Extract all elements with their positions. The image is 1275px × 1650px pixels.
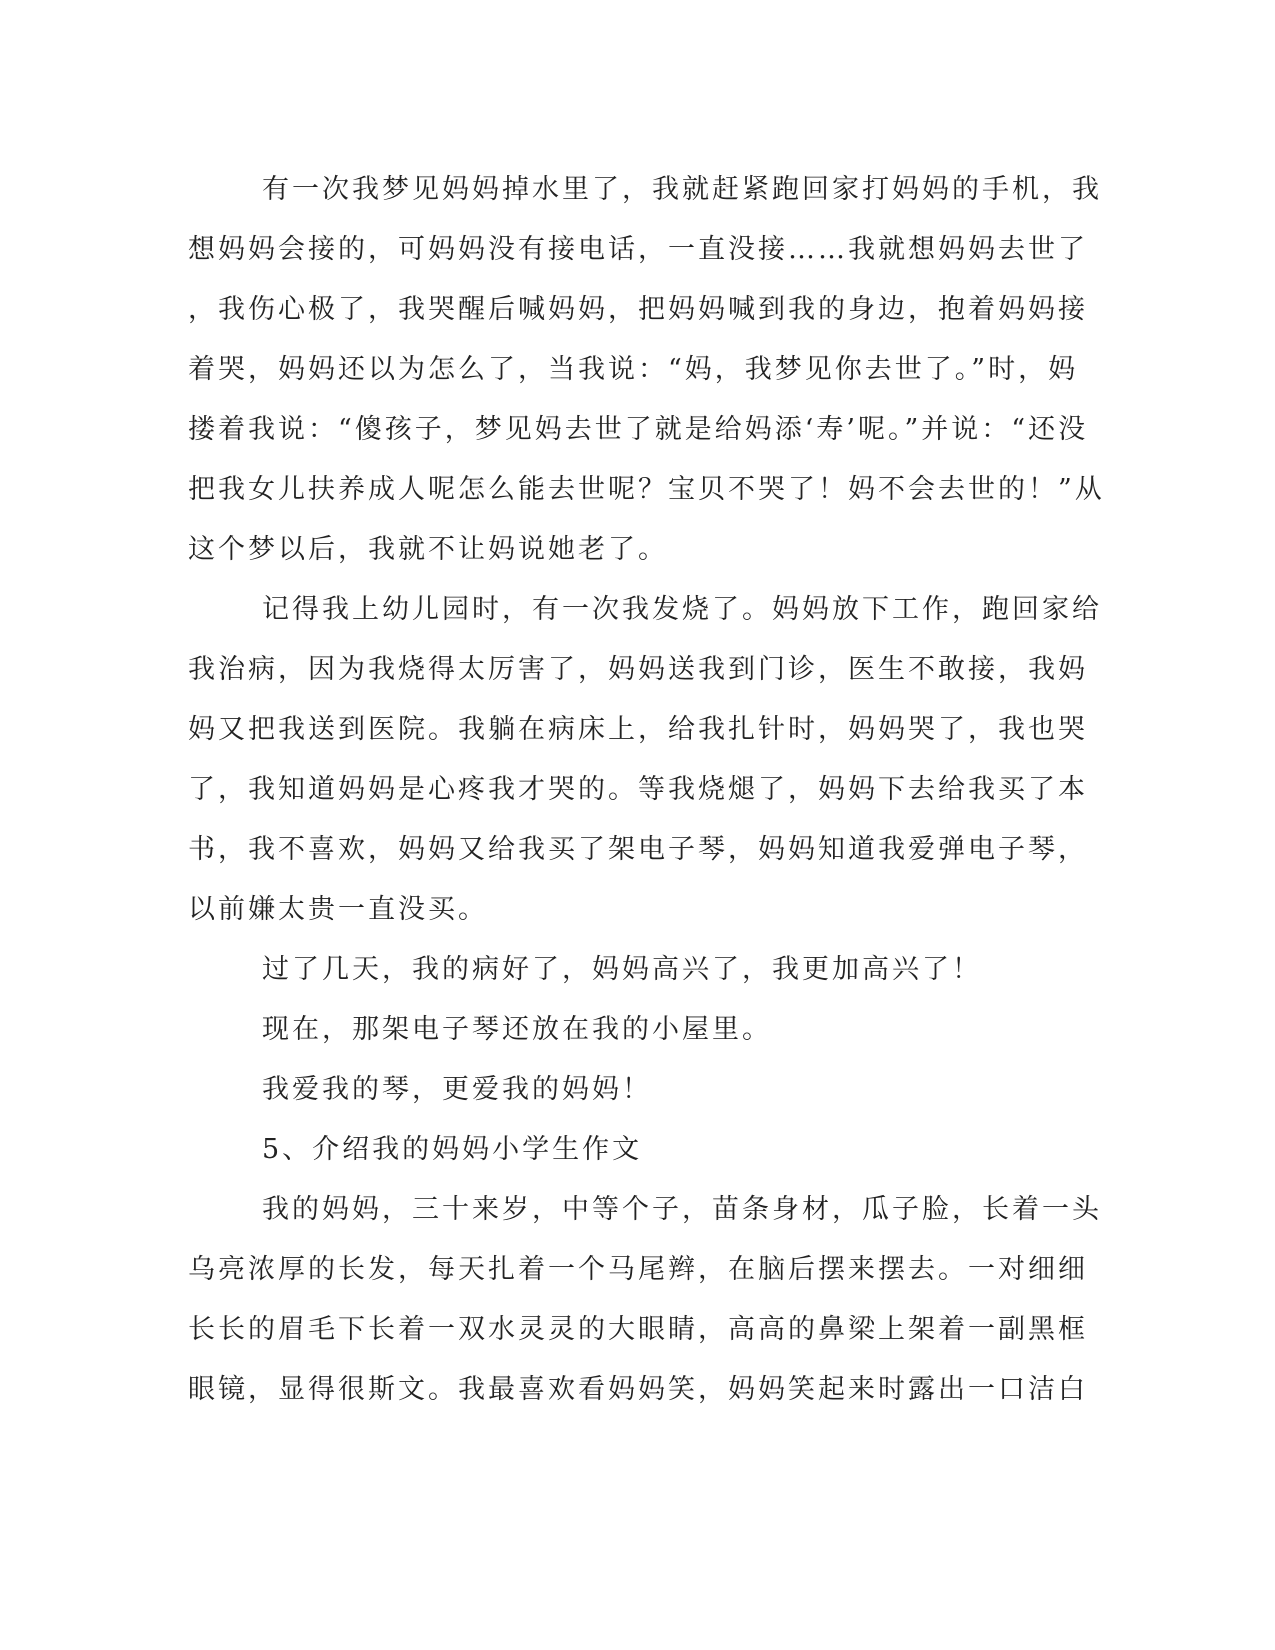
text-line: 有一次我梦见妈妈掉水里了，我就赶紧跑回家打妈妈的手机，我 [262, 174, 1102, 205]
text-line: 现在，那架电子琴还放在我的小屋里。 [262, 1014, 772, 1045]
text-line: 把我女儿扶养成人呢怎么能去世呢？宝贝不哭了！妈不会去世的！”从 [188, 474, 1105, 505]
text-line: 书，我不喜欢，妈妈又给我买了架电子琴，妈妈知道我爱弹电子琴， [188, 834, 1088, 865]
text-line: 着哭，妈妈还以为怎么了，当我说：“妈，我梦见你去世了。”时，妈 [188, 354, 1079, 385]
text-line: 眼镜，显得很斯文。我最喜欢看妈妈笑，妈妈笑起来时露出一口洁白 [188, 1374, 1088, 1405]
text-line: 搂着我说：“傻孩子，梦见妈去世了就是给妈添‘寿’呢。”并说：“还没 [188, 414, 1089, 445]
text-line: 想妈妈会接的，可妈妈没有接电话，一直没接……我就想妈妈去世了 [188, 234, 1088, 265]
text-line: 我治病，因为我烧得太厉害了，妈妈送我到门诊，医生不敢接，我妈 [188, 654, 1088, 685]
text-line: 我爱我的琴，更爱我的妈妈！ [262, 1074, 652, 1105]
text-line: 过了几天，我的病好了，妈妈高兴了，我更加高兴了！ [262, 954, 982, 985]
text-line: 妈又把我送到医院。我躺在病床上，给我扎针时，妈妈哭了，我也哭 [188, 714, 1088, 745]
text-line: 乌亮浓厚的长发，每天扎着一个马尾辫，在脑后摆来摆去。一对细细 [188, 1254, 1088, 1285]
text-line: 长长的眉毛下长着一双水灵灵的大眼睛，高高的鼻梁上架着一副黑框 [188, 1314, 1088, 1345]
text-line: 记得我上幼儿园时，有一次我发烧了。妈妈放下工作，跑回家给 [262, 594, 1102, 625]
text-line: 了，我知道妈妈是心疼我才哭的。等我烧煺了，妈妈下去给我买了本 [188, 774, 1088, 805]
section-heading: 5、介绍我的妈妈小学生作文 [262, 1134, 643, 1165]
text-line: 这个梦以后，我就不让妈说她老了。 [188, 534, 668, 565]
essay-text [188, 160, 1105, 1420]
text-line: 我的妈妈，三十来岁，中等个子，苗条身材，瓜子脸，长着一头 [262, 1194, 1102, 1225]
text-line: ，我伤心极了，我哭醒后喊妈妈，把妈妈喊到我的身边，抱着妈妈接 [188, 294, 1088, 325]
text-line: 以前嫌太贵一直没买。 [188, 894, 488, 925]
